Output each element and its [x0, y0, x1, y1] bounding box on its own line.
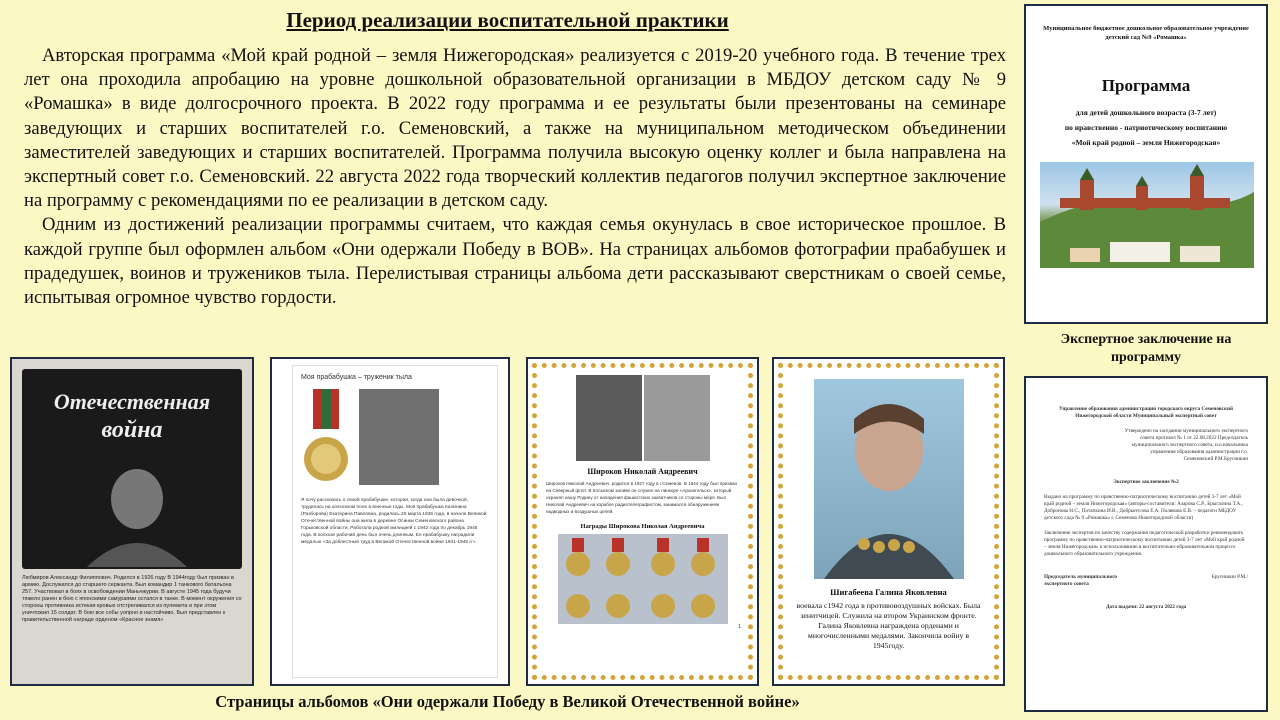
paragraph-2: Одним из достижений реализации программы считаем, что каждая семья окунулась в свое историческое прошлое. В каждой группе был оформлен альбом «Они одержали Победу в ВОВ». На страницах альбомов фотографии прабабушек и прадедушек, воинов и тружеников тыла. Перелистывая страницы альбома дети рассказывают сверстникам о своей семье, испытывая огромное чувство гордости.: [24, 214, 1006, 309]
album4-name: Шигабеева Галина Яковлевна: [830, 587, 947, 597]
ship-photo: [644, 375, 710, 461]
cover-line-2: по нравственно - патриотическому воспитанию: [1064, 123, 1228, 132]
expert-text-2: Заключение экспертов по качеству содержания педагогической разработки рекомендовать программу по нравственно-патриотическому воспитанию детей 3-7 лет «Мой край родной – земля Нижегородская» к использованию в воспитательно-образовательном процессе дошкольного образовательного учреждения.: [1044, 530, 1245, 557]
veteran-photo: [814, 379, 964, 579]
album-page-2: [270, 357, 510, 686]
album3-bio: Широков Николай Андреевич, родился в 1927 году в г.Семенов. В 1944 году был призван на Северный флот. В Колыском заливе он служил на линкоре «Архангельск», который охранял нашу Родину от нападения фашистских захватчиков со стороны моря. Был Николай Андреевич на корабле радиотелеграфистом, занимался обнаружением надводных и воздушных целей.: [546, 481, 738, 514]
sailor-photo: [576, 375, 642, 461]
awards-photo: [558, 534, 728, 624]
expert-heading: Экспертное заключение №2: [1113, 479, 1179, 485]
album3-name: Широков Николай Андреевич: [587, 467, 698, 476]
album2-heading: Моя прабабушка – труженик тыла: [301, 374, 412, 381]
album-page-3: [526, 357, 759, 686]
paragraph-1: Авторская программа «Мой край родной – земля Нижегородская» реализуется с 2019-20 учебного года. В течение трех лет она проходила апробацию на уровне дошкольной образовательной организации в МБДОУ детском саду № 9 «Ромашка» в виде долгосрочного проекта. В 2022 году программа и ее результаты были презентованы на семинаре заведующих и старших воспитателей г.о. Семеновский, а также на муниципальном методическом объединении заместителей заведующих и старших воспитателей. Программа получила высокую оценку коллег и была направлена на экспертный совет г.о. Семеновский. 22 августа 2022 года творческий коллектив педагогов получил экспертное заключение на программу с рекомендациями по ее реализации в детском саду.: [24, 45, 1006, 212]
cover-heading: Программа: [1101, 76, 1191, 95]
album4-text: воевала с1942 года в противовоздушных войсках. Была зенитчицей. Служила на втором Украинском фронте. Галина Яковлевна награждена орденами и многочисленными медалями. Закончила войну в 1945году.: [796, 601, 981, 650]
kremlin-photo: [1040, 162, 1254, 268]
expert-date: Дата выдачи: 22 августа 2022 года: [1105, 604, 1187, 610]
soldier-photo: [22, 369, 242, 569]
expert-signer: Брусникин Р.М./: [1211, 574, 1248, 580]
album-page-1: [10, 357, 254, 686]
cover-org: Муниципальное бюджетное дошкольное образовательное учреждение детский сад №9 «Ромашка»: [1043, 25, 1249, 41]
page-title: Период реализации воспитательной практики: [286, 8, 729, 32]
expert-signer-label: Председатель муниципального экспертного совета: [1044, 574, 1118, 587]
description-text: [24, 44, 1006, 310]
expert-header: Управление образования администрации городского округа Семеновский Нижегородской области Муниципальный экспертный совет: [1059, 406, 1233, 419]
woman-photo: [359, 389, 439, 485]
program-cover-image: [1024, 4, 1268, 324]
album-page-4: [772, 357, 1005, 686]
medal-icon: [301, 389, 351, 489]
albums-caption: Страницы альбомов «Они одержали Победу в Великой Отечественной войне»: [215, 692, 800, 711]
expert-approve: Утверждено на заседании муниципального экспертного совета протокол № 1 от 22.08.2022 Председатель муниципального экспертного совета, и.о.начальника управления образования администрации г.о. Семеновский Р.М.Брусникин: [1124, 428, 1248, 462]
expert-text-1: Выдано на программу по нравственно-патриотическому воспитанию детей 3-7 лет «Мой край родной – земля Нижегородская» (авторы-составители: Азарова С.Р., Брыгалина Т.А., Добронова Н.С., Потапкина И.В., Добрынтсова Е.А. Полякова Е.В. – педагоги МБДОУ детского сада № 9 «Ромашка» г. Семенова Нижегородской области): [1044, 494, 1243, 521]
expert-caption: Экспертное заключение на программу: [1060, 332, 1232, 365]
album3-page-number: 1: [737, 624, 741, 630]
cover-line-3: «Мой край родной – земля Нижегородская»: [1071, 138, 1221, 147]
expert-conclusion-image: [1024, 376, 1268, 712]
album3-awards-title: Награды Широкова Николая Андреевича: [580, 523, 705, 530]
album1-heading-1: Отечественная: [53, 389, 211, 414]
album1-heading-2: война: [101, 417, 163, 443]
album2-text: Я хочу рассказать о своей прабабушке, которая, когда она была девочкой, трудилась на колхозном поле в военные годы. Моя прабабушка Калинина (Разборова) Екатерина Павловна, родилась 20 марта 1936 года, в начале Великой Отечественной войны она жила в деревне Осинки Семеновского района Горьковской области. Работала родной милицией с 1942 года по декабрь 1945 года. В колхозе рабочий день был очень длинным. Ее прабабушку наградили медалью «За доблестный труд в Великой Отечественной войне 1941-1945 гг».: [301, 498, 487, 545]
album1-caption: Любмиров Александр Филиппович. Родился в 1926 году В 1944году был призван в армию. Дослужился до старшего сержанта. Был командир 1 танкового батальона 257. Участвовал в боях в освобождении Маньчжурии. В августе 1945 года будучи тяжело ранен в бою с японскими самураями остался в танке. В момент окружения со стороны противника истекая кровью отстреливался из пулемета и при этом уничтожил 15 солдат. В бою все собы уопрно и настойчиво. Был представлен к правительственной награде орденом «Красное знамя»: [22, 575, 242, 623]
cover-line-1: для детей дошкольного возраста (3-7 лет): [1075, 108, 1217, 117]
